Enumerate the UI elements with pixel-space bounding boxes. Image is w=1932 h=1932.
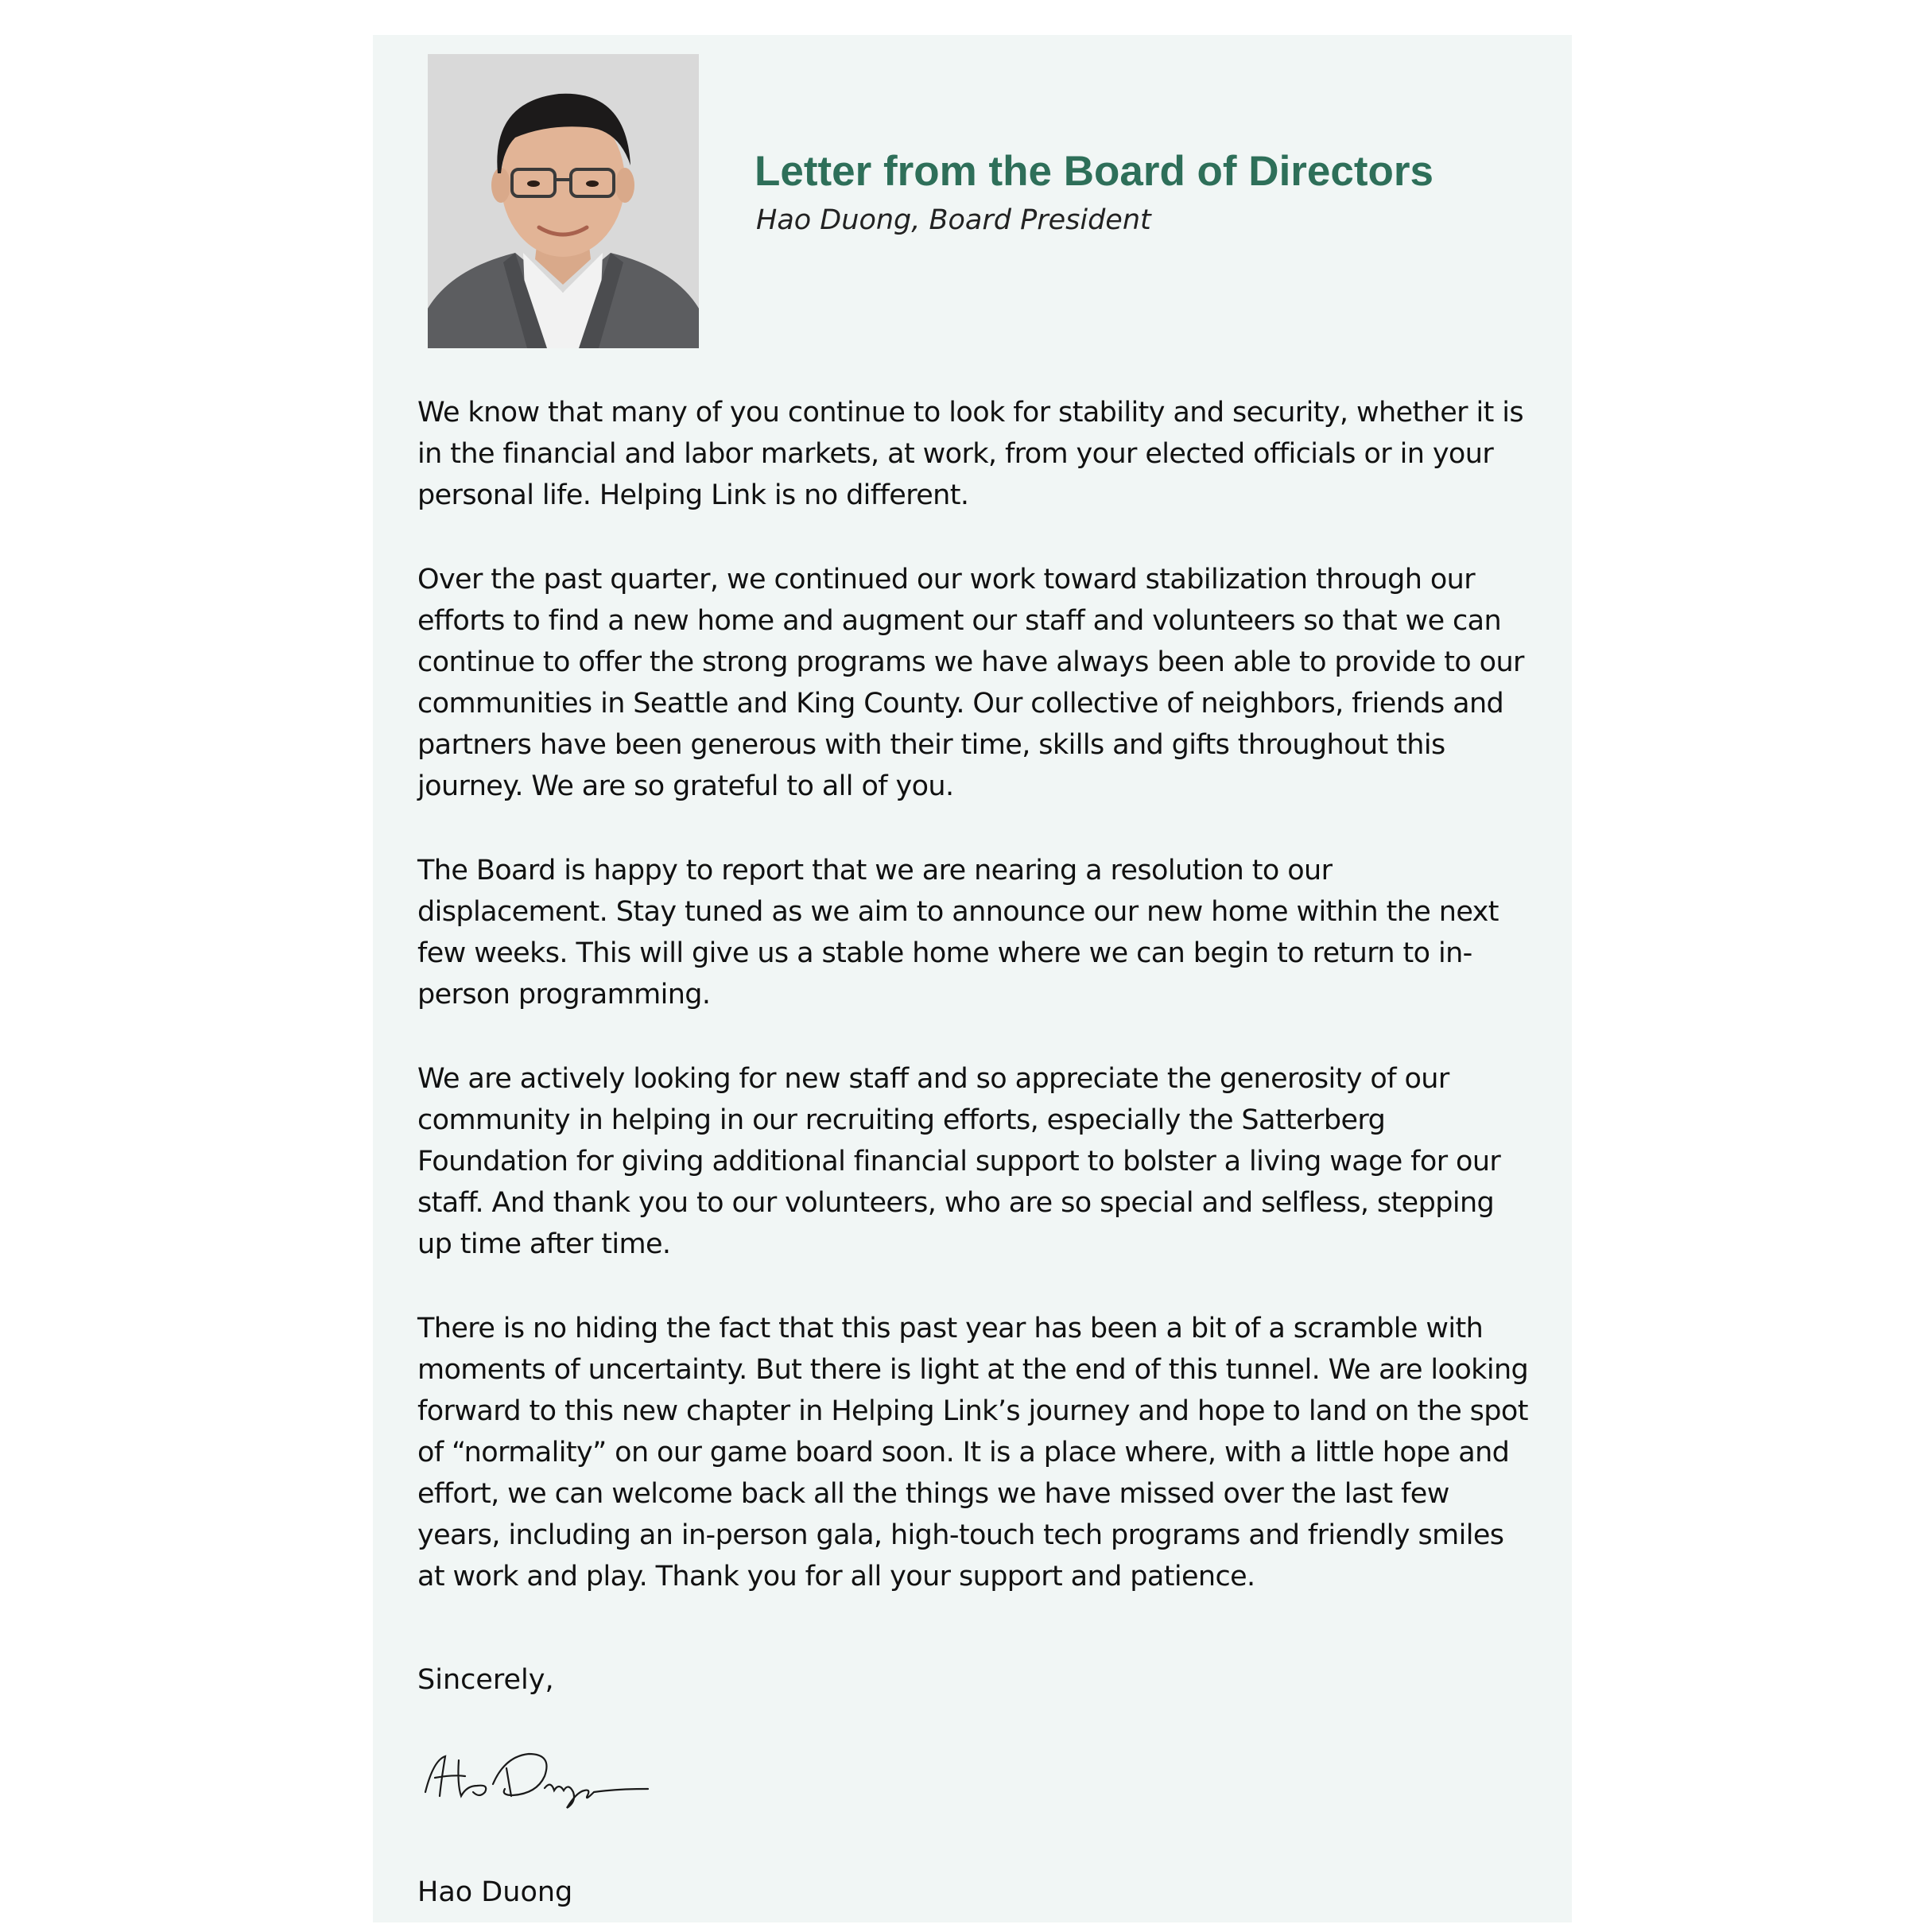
letter-paragraph: The Board is happy to report that we are nearing a resolution to our displacement. Stay tuned as we aim to announce our new home within the next few weeks. This will give us a stable home where we can begin to return to in-person programming. (417, 855, 1499, 1011)
signature-graphic (417, 1736, 656, 1816)
letter-author-byline: Hao Duong, Board President (756, 204, 1151, 236)
signer-name: Hao Duong (417, 1876, 573, 1908)
letter-paragraph: There is no hiding the fact that this past year has been a bit of a scramble with moments of uncertainty. But there is light at the end of this tunnel. We are looking forward to this new chapter in Helping Link’s journey and hope to land on the spot of “normality” on our game board soon. It is a place where, with a little hope and effort, we can welcome back all the things we have missed over the last few years, including an in-person gala, high-touch tech programs and friendly smiles at work and play. Thank you for all your support and patience. (417, 1313, 1529, 1593)
letter-paragraph: Over the past quarter, we continued our work toward stabilization through our efforts to find a new home and augment our staff and volunteers so that we can continue to offer the strong programs we have always been able to provide to our communities in Seattle and King County. Our collective of neighbors, friends and partners have been generous with their time, skills and gifts throughout this journey. We are so grateful to all of you. (417, 564, 1524, 802)
portrait-illustration (428, 54, 699, 348)
portrait-photo (428, 54, 699, 348)
handwritten-signature (417, 1736, 656, 1816)
letter-paragraph: We are actively looking for new staff and so appreciate the generosity of our community in helping in our recruiting efforts, especially the Satterberg Foundation for giving additional financial support to bolster a living wage for our staff. And thank you to our volunteers, who are so special and selfless, stepping up time after time. (417, 1063, 1501, 1260)
letter-page (373, 35, 1572, 1922)
closing-salutation: Sincerely, (417, 1664, 554, 1696)
letter-title: Letter from the Board of Directors (755, 148, 1434, 195)
letter-paragraph: We know that many of you continue to look for stability and security, whether it is in the financial and labor markets, at work, from your elected officials or in your personal life. Helping Link is no different. (417, 397, 1524, 511)
letter-body (417, 392, 1530, 1640)
